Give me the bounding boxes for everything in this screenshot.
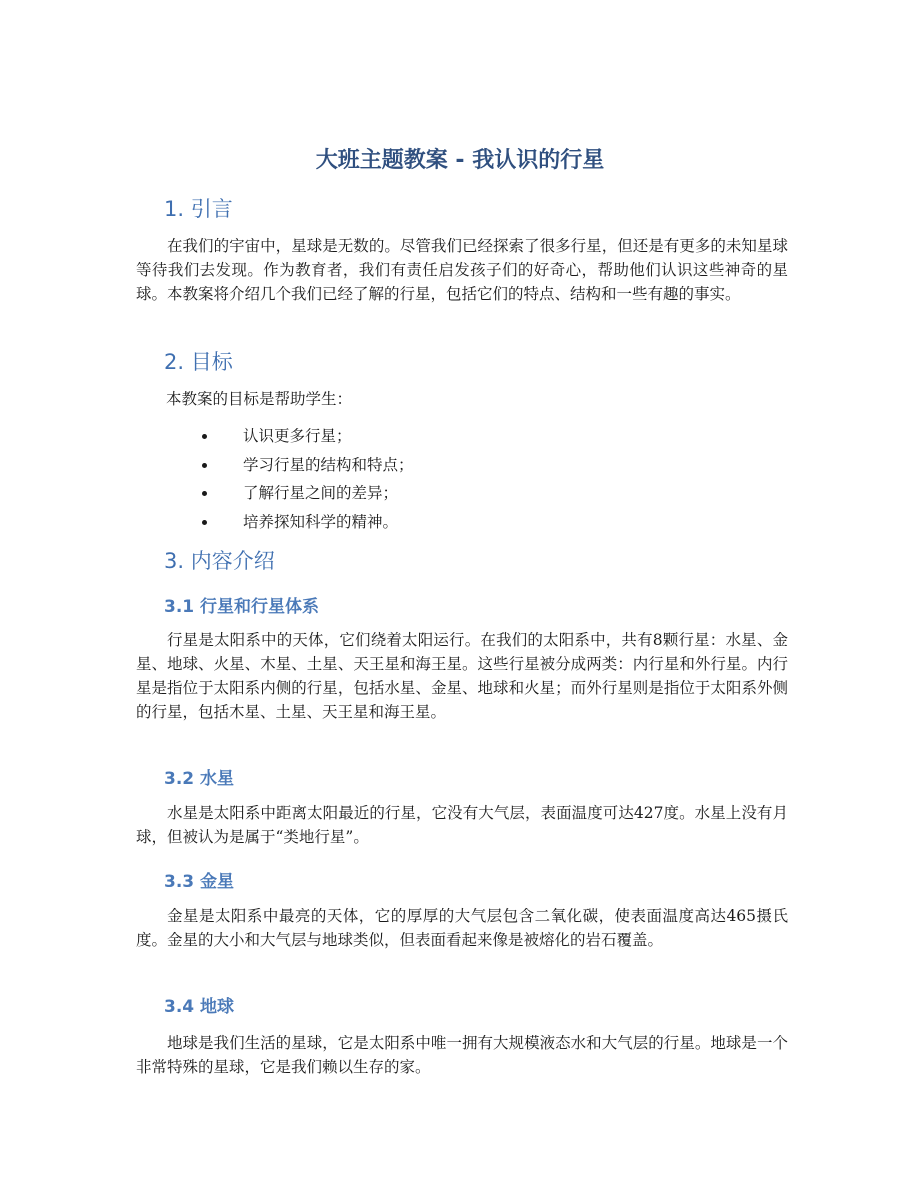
heading-goals: 2. 目标 (164, 350, 233, 374)
list-item-text: 培养探知科学的精神。 (243, 512, 399, 531)
list-item (196, 453, 414, 482)
list-item-text: 学习行星的结构和特点； (243, 455, 414, 474)
section-3-2-paragraph: 水星是太阳系中距离太阳最近的行星，它没有大气层，表面温度可达427度。水星上没有月球，但被认为是属于“类地行星”。 (136, 804, 788, 846)
heading-content: 3. 内容介绍 (164, 549, 275, 573)
list-item (196, 424, 414, 453)
list-item-text: 认识更多行星； (243, 427, 352, 445)
page-title: 大班主题教案 - 我认识的行星 (315, 148, 605, 173)
bullet-icon (202, 520, 207, 525)
intro-paragraph: 在我们的宇宙中，星球是无数的。尽管我们已经探索了很多行星，但还是有更多的未知星球等待我们去发现。作为教育者，我们有责任启发孩子们的好奇心，帮助他们认识这些神奇的星球。本教案将介绍几个我们已经了解的行星，包括它们的特点、结构和一些有趣的事实。 (136, 237, 788, 303)
bullet-icon (202, 434, 207, 439)
heading-3-2: 3.2 水星 (164, 769, 235, 789)
list-item (196, 481, 414, 510)
section-3-3-paragraph: 金星是太阳系中最亮的天体，它的厚厚的大气层包含二氧化碳，使表面温度高达465摄氏度。金星的大小和大气层与地球类似，但表面看起来像是被熔化的岩石覆盖。 (136, 907, 788, 949)
list-item-text: 了解行星之间的差异； (243, 484, 399, 502)
heading-intro: 1. 引言 (164, 197, 233, 221)
heading-3-1: 3.1 行星和行星体系 (164, 597, 320, 617)
goals-list (196, 424, 414, 538)
section-3-4-paragraph: 地球是我们生活的星球，它是太阳系中唯一拥有大规模液态水和大气层的行星。地球是一个非常特殊的星球，它是我们赖以生存的家。 (136, 1034, 788, 1076)
bullet-icon (202, 463, 207, 468)
heading-3-3: 3.3 金星 (164, 872, 235, 892)
heading-3-4: 3.4 地球 (164, 997, 235, 1017)
bullet-icon (202, 491, 207, 496)
goals-lead: 本教案的目标是帮助学生： (166, 390, 353, 408)
section-3-1-paragraph: 行星是太阳系中的天体，它们绕着太阳运行。在我们的太阳系中，共有8颗行星：水星、金星、地球、火星、木星、土星、天王星和海王星。这些行星被分成两类：内行星和外行星。内行星是指位于太阳系内侧的行星，包括水星、金星、地球和火星；而外行星则是指位于太阳系外侧的行星，包括木星、土星、天王星和海王星。 (136, 631, 788, 721)
list-item (196, 510, 414, 539)
